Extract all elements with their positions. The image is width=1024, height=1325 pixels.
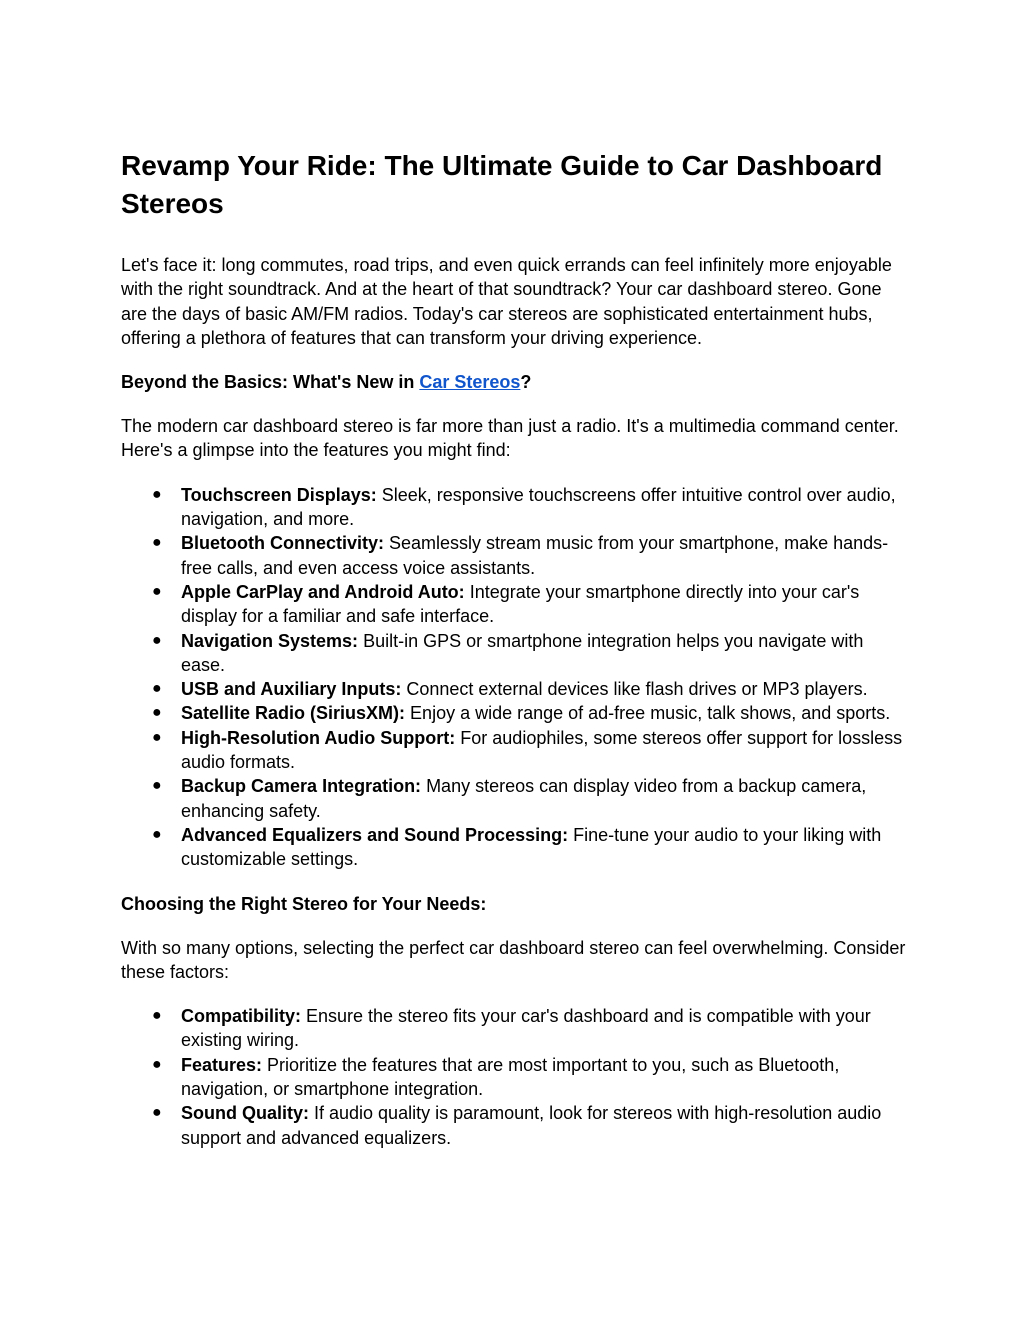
list-item-term: Compatibility:: [181, 1006, 301, 1027]
list-item: [121, 629, 911, 678]
list-item-term: Satellite Radio (SiriusXM):: [181, 703, 406, 724]
list-item-desc: Seamlessly stream music from your smartphone, make hands-free calls, and even access voice assistants.: [181, 533, 889, 578]
list-item-desc: Connect external devices like flash drives or MP3 players.: [401, 679, 868, 700]
list-item-desc: Built-in GPS or smartphone integration helps you navigate with ease.: [181, 630, 864, 675]
section-heading-features: [121, 370, 911, 394]
bullet-icon: ●: [152, 777, 162, 795]
factors-list: [121, 1004, 911, 1150]
list-item-term: High-Resolution Audio Support:: [181, 727, 456, 748]
bullet-icon: ●: [152, 534, 162, 552]
list-item: [121, 677, 911, 701]
bullet-icon: ●: [152, 1055, 162, 1073]
choosing-intro-paragraph: With so many options, selecting the perfect car dashboard stereo can feel overwhelming. Consider these factors:: [121, 937, 906, 982]
intro-paragraph: Let's face it: long commutes, road trips, and even quick errands can feel infinitely more enjoyable with the right soundtrack. And at the heart of that soundtrack? Your car dashboard stereo. Gone are the days of basic AM/FM radios. Today's car stereos are sophisticated entertainment hubs, offering a plethora of features that can transform your driving experience.: [121, 255, 892, 348]
list-item-term: Navigation Systems:: [181, 630, 359, 651]
list-item-desc: Prioritize the features that are most important to you, such as Bluetooth, navigation, or smartphone integration.: [181, 1054, 840, 1100]
list-item-desc: Fine-tune your audio to your liking with customizable settings.: [181, 824, 882, 870]
list-item-desc: If audio quality is paramount, look for stereos with high-resolution audio support and advanced equalizers.: [181, 1103, 882, 1148]
bullet-icon: ●: [152, 680, 162, 698]
bullet-icon: ●: [152, 728, 162, 746]
list-item-desc: Integrate your smartphone directly into your car's display for a familiar and safe interface.: [181, 581, 860, 627]
list-item-desc: Many stereos can display video from a backup camera, enhancing safety.: [181, 776, 867, 821]
list-item: [121, 823, 911, 872]
list-item-desc: Ensure the stereo fits your car's dashboard and is compatible with your existing wiring.: [181, 1006, 871, 1051]
list-item: [121, 1101, 911, 1150]
list-item: [121, 1004, 911, 1053]
list-item-desc: Enjoy a wide range of ad-free music, talk shows, and sports.: [405, 703, 891, 724]
bullet-icon: ●: [152, 1007, 162, 1025]
car-stereos-link[interactable]: Car Stereos: [419, 372, 521, 393]
bullet-icon: ●: [152, 631, 162, 649]
list-item: [121, 774, 911, 823]
bullet-icon: ●: [152, 825, 162, 843]
list-item-term: Bluetooth Connectivity:: [181, 533, 384, 554]
list-item: [121, 580, 911, 629]
bullet-icon: ●: [152, 1104, 162, 1122]
list-item-term: Apple CarPlay and Android Auto:: [181, 581, 465, 602]
list-item-term: Advanced Equalizers and Sound Processing:: [181, 824, 569, 845]
features-list: [121, 483, 911, 872]
list-item-term: Backup Camera Integration:: [181, 776, 422, 797]
bullet-icon: ●: [152, 582, 162, 600]
section-heading-prefix: Beyond the Basics: What's New in: [121, 372, 420, 393]
list-item-desc: Sleek, responsive touchscreens offer intuitive control over audio, navigation, and more.: [181, 484, 896, 530]
list-item: [121, 726, 911, 775]
list-item-term: Sound Quality:: [181, 1103, 309, 1124]
bullet-icon: ●: [152, 704, 162, 722]
page-title: Revamp Your Ride: The Ultimate Guide to Car Dashboard Stereos: [121, 150, 883, 219]
bullet-icon: ●: [152, 485, 162, 503]
section-heading-choosing: Choosing the Right Stereo for Your Needs:: [121, 893, 487, 914]
features-intro-paragraph: The modern car dashboard stereo is far more than just a radio. It's a multimedia command center. Here's a glimpse into the features you might find:: [121, 416, 899, 461]
list-item-term: USB and Auxiliary Inputs:: [181, 679, 402, 700]
list-item: [121, 531, 911, 580]
list-item-desc: For audiophiles, some stereos offer support for lossless audio formats.: [181, 727, 903, 773]
list-item: [121, 483, 911, 532]
document-page: [121, 147, 911, 1170]
list-item-term: Touchscreen Displays:: [181, 484, 377, 505]
list-item-term: Features:: [181, 1054, 263, 1075]
section-heading-suffix: ?: [520, 372, 532, 393]
list-item: [121, 1053, 911, 1102]
list-item: [121, 701, 911, 725]
